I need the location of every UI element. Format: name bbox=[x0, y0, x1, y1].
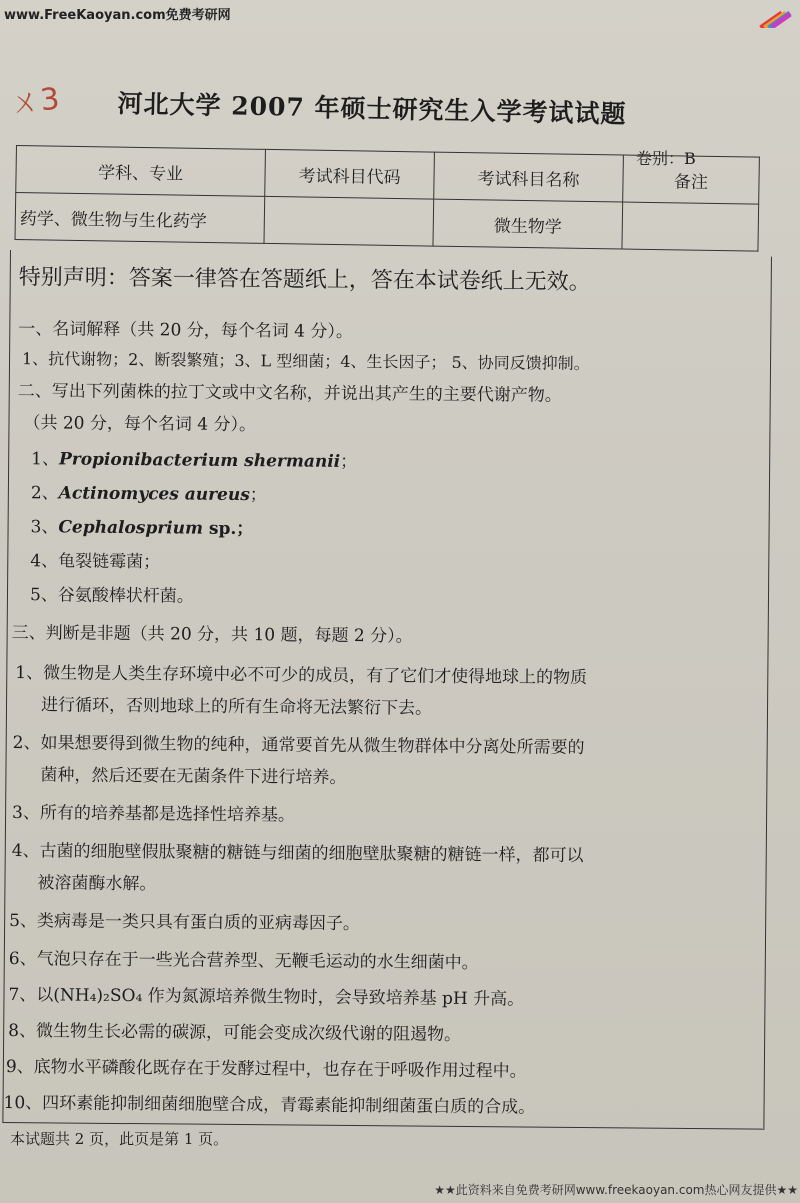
question-2-line2: 菌种，然后还要在无菌条件下进行培养。 bbox=[40, 765, 347, 788]
section2-subheading: （共 20 分，每个名词 4 分）。 bbox=[23, 413, 257, 436]
section3-heading: 三、判断是非题（共 20 分，共 10 题，每题 2 分）。 bbox=[11, 623, 413, 647]
header-subject: 考试科目名称 bbox=[434, 152, 624, 202]
exam-title: 河北大学 2007 年硕士研究生入学考试试题 bbox=[117, 88, 627, 129]
question-1-line1: 1、微生物是人类生存环境中必不可少的成员，有了它们才使得地球上的物质 bbox=[15, 663, 588, 689]
exam-info-table bbox=[15, 145, 760, 252]
value-subject: 微生物学 bbox=[433, 199, 623, 249]
question-9: 9、底物水平磷酸化既存在于发酵过程中，也存在于呼吸作用过程中。 bbox=[5, 1056, 527, 1082]
header-major: 学科、专业 bbox=[16, 146, 266, 197]
exam-body bbox=[2, 250, 772, 1130]
question-6: 6、气泡只存在于一些光合营养型、无鞭毛运动的水生细菌中。 bbox=[8, 949, 479, 974]
strain-item: 1、Propionibacterium shermanii； bbox=[31, 449, 358, 473]
strain-item: 2、Actinomyces aureus； bbox=[30, 483, 267, 506]
section1-heading: 一、名词解释（共 20 分，每个名词 4 分）。 bbox=[18, 319, 353, 342]
site-watermark-bottom: ★★此资料来自免费考研网www.freekaoyan.com热心网友提供★★ bbox=[434, 1183, 798, 1197]
question-3: 3、所有的培养基都是选择性培养基。 bbox=[11, 803, 295, 826]
special-notice: 特别声明：答案一律答在答题纸上，答在本试卷纸上无效。 bbox=[18, 265, 591, 296]
section1-items: 1、抗代谢物；2、断裂繁殖；3、L 型细菌；4、生长因子； 5、协同反馈抑制。 bbox=[21, 349, 590, 374]
header-remark: 备注 bbox=[623, 155, 760, 204]
section2-heading: 二、写出下列菌株的拉丁文或中文名称，并说出其产生的主要代谢产物。 bbox=[17, 381, 562, 406]
question-1-line2: 进行循环，否则地球上的所有生命将无法繁衍下去。 bbox=[40, 695, 433, 719]
question-4-line1: 4、古菌的细胞壁假肽聚糖的糖链与细菌的细胞壁肽聚糖的糖链一样，都可以 bbox=[11, 841, 584, 867]
page-footer: 本试题共 2 页，此页是第 1 页。 bbox=[10, 1130, 229, 1148]
question-8: 8、微生物生长必需的碳源，可能会变成次级代谢的阻遏物。 bbox=[8, 1021, 462, 1045]
question-4-line2: 被溶菌酶水解。 bbox=[37, 873, 157, 895]
paper-type: 卷别：B bbox=[636, 149, 696, 168]
value-code bbox=[264, 196, 434, 246]
handwritten-mark: ㄨ3 bbox=[8, 81, 62, 122]
question-7: 7、以(NH₄)₂SO₄ 作为氮源培养微生物时，会导致培养基 pH 升高。 bbox=[8, 985, 525, 1010]
strain-item: 4、龟裂链霉菌； bbox=[30, 551, 161, 573]
strain-item: 5、谷氨酸棒状杆菌。 bbox=[29, 585, 194, 607]
question-10: 10、四环素能抑制细菌细胞壁合成，青霉素能抑制细菌蛋白质的合成。 bbox=[3, 1092, 536, 1118]
value-remark bbox=[622, 202, 759, 251]
question-2-line1: 2、如果想要得到微生物的纯种，通常要首先从微生物群体中分离处所需要的 bbox=[12, 733, 585, 759]
strain-item: 3、Cephalosprium sp.； bbox=[30, 517, 254, 540]
value-major: 药学、微生物与生化药学 bbox=[15, 193, 265, 244]
question-5: 5、类病毒是一类只具有蛋白质的亚病毒因子。 bbox=[9, 911, 361, 935]
header-code: 考试科目代码 bbox=[265, 149, 435, 199]
site-watermark[interactable]: www.FreeKaoyan.com免费考研网 bbox=[4, 8, 231, 23]
site-logo-icon bbox=[756, 4, 794, 28]
